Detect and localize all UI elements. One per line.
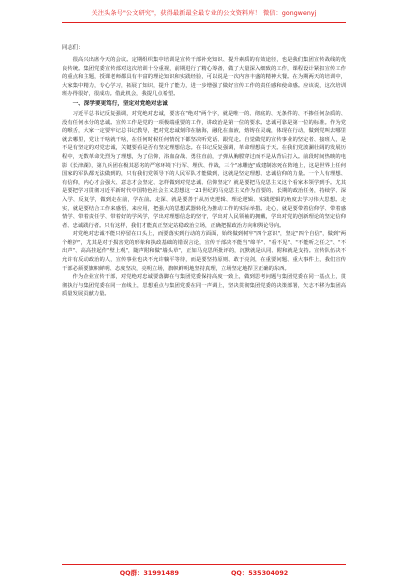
header-banner: 关注头条号"公文研究"，获得最新最全最专业的公文资料库！ 微信：gongwenyj	[91, 10, 317, 17]
section-heading: 一、深学要更笃行，坚定对党绝对忠诚	[72, 100, 168, 107]
footer	[0, 568, 408, 577]
document-body	[62, 44, 346, 299]
footer-qq: QQ：535304092	[230, 569, 289, 577]
greeting: 同志们：	[62, 45, 84, 51]
section-paragraph: 作为企业宣传干部，对党绝对忠诚要落脚在与集团党委保持高度一致上，做到思考问题与集团党委在同一基点上，贯彻执行与集团党委在同一直线上，思想重点与集团党委在同一声调上，坚决贯彻集团党委的决策部署，矢志不移为集团高质量发展贡献力量。	[62, 274, 346, 298]
intro-paragraph: 很高兴出席今天的会议。定期组织集中培训是宣传干部补充知识、提升素质的有效途径，也是我们集团宣传战线的优良传统。集团党委宣传部对这次培训十分重视，前期进行了精心筹备，做了大量深入细致的工作，课程设计紧扣宣传工作的重点和主题，授课老师都具有丰富的理论知识和实践经验，可以说是一次内容丰盛的精神大餐。在为期两天的培训中，大家集中精力，专心学习，拓展了知识，提升了能力，进一步增强了做好宣传工作的责任感和使命感。应该说，这次培训班办得很好，很成功。借此机会，我提几点希望。	[62, 57, 346, 98]
section-paragraph: 习近平总书记反复强调，对党绝对忠诚，要害在"绝对"两个字，就是唯一的、彻底的、无条件的、不掺任何杂质的、没有任何水分的忠诚。宣传工作是党的一项极端重要的工作，讲政治是第一位的要求。忠诚可靠是第一位的标准。作为党的喉舌，大家一定要牢记总书记教导，把对党忠诚刻印在脑海，融化在血液，熔铸在灵魂，体现在行动，做到党叫去哪里就去哪里，党让干啥就干啥，在任何时候任何情况下都坚决听党话、跟党走。自觉做党的宣传事业的坚定者、接班人，是不是有坚定的对党忠诚，关键要看是否有坚定理想信念。在书记反复强调，革命理想高于天。在我们党波澜壮阔的发展历程中，无数革命先烈为了理想，为了信仰，浴血奋战、勇往直前，子弹从胸膛穿过而不是从背后打入。前段时间热映的电影《长津湖》，第九兵团在极其恶劣的严寒环境下行军、埋伏、作战，三个"冰雕连"成建制冻死在阵地上，这是世界上任何国家的军队都无法做到的，只有我们党领导下的人民军队才能做到，这就是坚定理想、忠诚信仰的力量。一个人有理想、有信仰，内心才会强大、意志才会坚定、怎样做到对党忠诚、信仰坚定？就是要把马克思主义这个看家本领学到手。尤其是要把学习贯彻习近平新时代中国特色社会主义思想这一21世纪的马克思主义作为首要的、长期的政治任务，持续学、深入学、反复学，做到走在前，学在前。走深、就是要善于从历史逻辑、理论逻辑、实践逻辑的角度去学习伟大思想。走实，就是要结合工作来感悟，来应用，把强大的思想武器转化为推动工作的实际举措。走心，就是要带着信仰学、带着感情学、带着责任学、带着好的学风学，学出对理想信念的坚守，学出对人民领袖的拥戴，学出对党的创新理论的坚定信仰者、忠诚践行者。只有这样，我们才能真正坚定站稳政治立场，正确把握政治方向和舆论导向。	[62, 110, 346, 229]
header-divider	[62, 22, 346, 23]
footer-qq-group: QQ群：31991489	[119, 569, 179, 577]
section-paragraph: 对党绝对忠诚不能只停留在口头上，而要落实到行动的方面面，始终做到树牢"四个意识"，坚定"四个自信"，做到"两个维护"，尤其是对于损害党的形象和执政基础的错误言论，宣传干部决不能当"绵羊"、"看不见"、"不能听之任之"、"不出声"、高高挂起作"壁上观"，随声附和做"墙头草"，正如马克思所批评的，沉默就是认同、附和就是支持。宣传队伍决不允许有反动政治的人，宣传事业也决不允许躺平等待，而是要坚持原则、敢于亮剑，在重要问题、重大事件上，我们宣传干部必须要旗帜鲜明、态度坚决，亮明立场，旗帜鲜明地坚持真理，立场坚定地捍卫正确的东西。	[62, 231, 346, 272]
footer-divider	[62, 564, 346, 565]
